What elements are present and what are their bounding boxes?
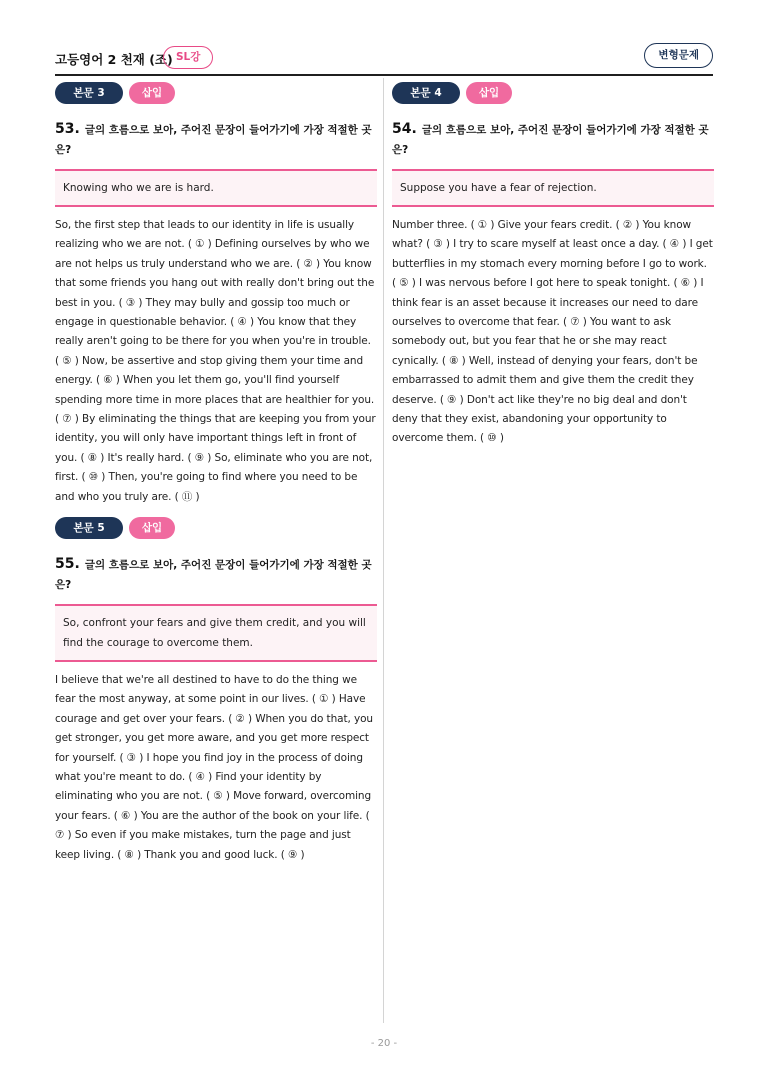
question-text: 글의 흐름으로 보아, 주어진 문장이 들어가기에 가장 적절한 곳은? [55,124,372,156]
question-type-tag: 삽입 [129,517,175,539]
question-text: 글의 흐름으로 보아, 주어진 문장이 들어가기에 가장 적절한 곳은? [392,124,709,156]
passage-text: I believe that we're all destined to have to do the thing we fear the most anyway, at some point in our lives. ( ① ) Have courage and get over your fears. ( ② ) When you do that, you get stronger, you get more aware, and you get more respect for yourself. ( ③ ) I hope you find joy in the process of doing what you're meant to do. ( ④ ) Find your identity by eliminating who you are not. ( ⑤ ) Move forward, overcoming your fears. ( ⑥ ) You are the author of the book on your life. ( ⑦ ) So even if you make mistakes, turn the page and just keep living. ( ⑧ ) Thank you and good luck. ( ⑨ ) [55,674,373,861]
question-54-section [392,82,714,449]
level-badge: SL강 [163,46,213,69]
question-number: 54. [392,121,417,137]
question-type-tag: 삽입 [466,82,512,104]
given-sentence-box: Suppose you have a fear of rejection. [392,169,714,207]
section-tags [55,517,377,539]
given-sentence-box: So, confront your fears and give them credit, and you will find the courage to overcome them. [55,604,377,662]
passage-tag: 본문 5 [55,517,123,539]
question-prompt [55,119,377,160]
given-sentence-box: Knowing who we are is hard. [55,169,377,207]
book-title: 고등영어 2 천재 (조) [55,52,173,67]
question-53-section [55,82,377,507]
passage-tag: 본문 4 [392,82,460,104]
question-55-section [55,517,377,865]
passage-text: So, the first step that leads to our identity in life is usually realizing who we are not. ( ① ) Defining ourselves by who we are not helps us truly understand who we are. ( ② ) You know that some friends you hang out with really don't bring out the best in you. ( ③ ) They may bully and gossip too much or engage in questionable behavior. ( ④ ) You know that they really aren't going to be there for you when you're in trouble. ( ⑤ ) Now, be assertive and stop giving them your time and energy. ( ⑥ ) When you let them go, you'll find yourself spending more time in more places that are healthier for you. ( ⑦ ) By eliminating the things that are keeping you from your identity, you will only have important things left in front of you. ( ⑧ ) It's really hard. ( ⑨ ) So, eliminate who you are not, first. ( ⑩ ) Then, you're going to find where you need to be and who you truly are. ( ⑪ ) [55,219,376,503]
section-tags [55,82,377,104]
passage-text: Number three. ( ① ) Give your fears credit. ( ② ) You know what? ( ③ ) I try to scare myself at least once a day. ( ④ ) I get butterflies in my stomach every morning before I go to work. ( ⑤ ) I was nervous before I got here to speak tonight. ( ⑥ ) I think fear is an asset because it increases our need to dare ourselves to overcome that fear. ( ⑦ ) You want to ask somebody out, but you fear that he or she may react cynically. ( ⑧ ) Well, instead of denying your fears, don't be embarrassed to admit them and give them the credit they deserve. ( ⑨ ) Don't act like they're no big deal and don't deny that they exist, abandoning your opportunity to overcome them. ( ⑩ ) [392,219,713,445]
column-divider [383,78,384,1023]
question-prompt [55,554,377,595]
question-number: 55. [55,556,80,572]
question-prompt [392,119,714,160]
page-number: - 20 - [370,1038,398,1049]
section-tags [392,82,714,104]
type-badge: 변형문제 [644,43,713,68]
question-type-tag: 삽입 [129,82,175,104]
question-number: 53. [55,121,80,137]
question-text: 글의 흐름으로 보아, 주어진 문장이 들어가기에 가장 적절한 곳은? [55,559,372,591]
passage-tag: 본문 3 [55,82,123,104]
page-header [55,44,713,76]
